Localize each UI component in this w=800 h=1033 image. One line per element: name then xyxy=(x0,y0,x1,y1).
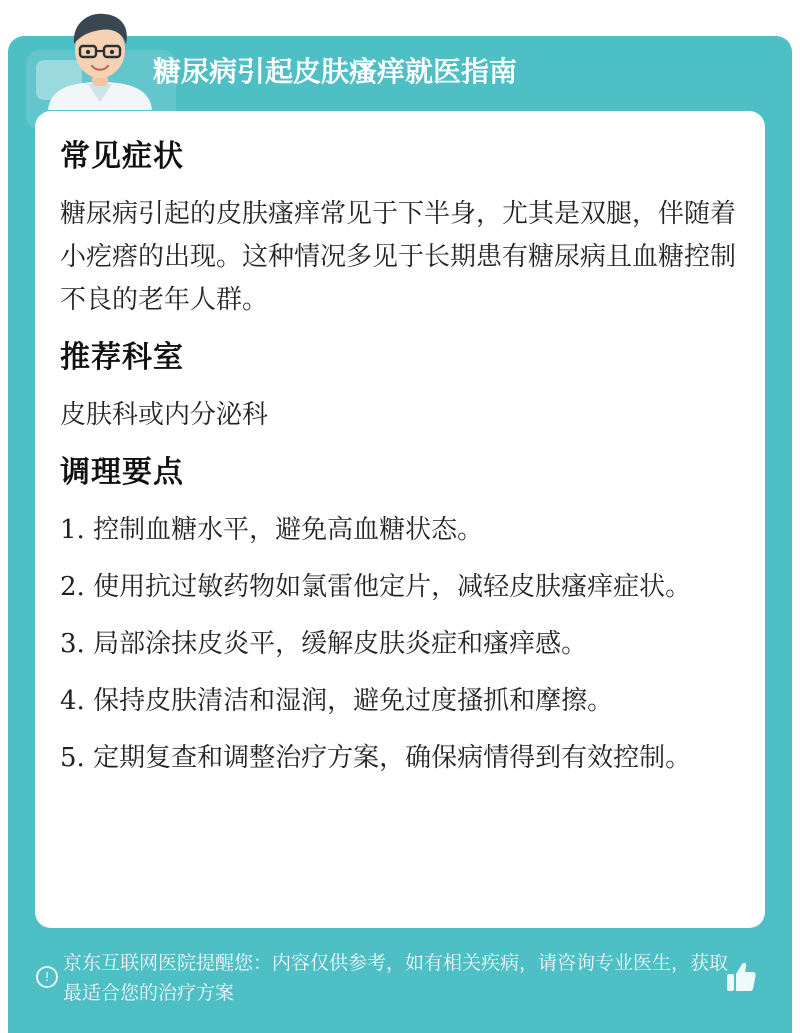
thumbs-up-icon[interactable] xyxy=(724,960,758,994)
footer-disclaimer: 京东互联网医院提醒您：内容仅供参考，如有相关疾病，请咨询专业医生，获取最适合您的治疗方案 xyxy=(63,952,729,1004)
care-item: 1. 控制血糖水平，避免高血糖状态。 xyxy=(60,515,484,545)
section-heading-department: 推荐科室 xyxy=(60,340,184,375)
care-item: 5. 定期复查和调整治疗方案，确保病情得到有效控制。 xyxy=(60,743,692,773)
section-heading-care: 调理要点 xyxy=(60,455,184,490)
doctor-avatar-icon xyxy=(40,10,160,110)
section-heading-symptoms: 常见症状 xyxy=(60,139,184,174)
care-item: 2. 使用抗过敏药物如氯雷他定片，减轻皮肤瘙痒症状。 xyxy=(60,572,692,602)
care-list xyxy=(60,509,737,780)
care-item: 3. 局部涂抹皮炎平，缓解皮肤炎症和瘙痒感。 xyxy=(60,629,588,659)
department-text: 皮肤科或内分泌科 xyxy=(60,400,269,430)
care-item: 4. 保持皮肤清洁和湿润，避免过度搔抓和摩擦。 xyxy=(60,686,614,716)
page-title: 糖尿病引起皮肤瘙痒就医指南 xyxy=(153,55,518,88)
symptoms-text: 糖尿病引起的皮肤瘙痒常见于下半身，尤其是双腿，伴随着小疙瘩的出现。这种情况多见于长期患有糖尿病且血糖控制不良的老年人群。 xyxy=(60,199,737,315)
content-card xyxy=(35,111,765,928)
footer xyxy=(8,942,792,1033)
guide-panel xyxy=(8,36,792,1033)
info-icon: ! xyxy=(36,966,58,988)
